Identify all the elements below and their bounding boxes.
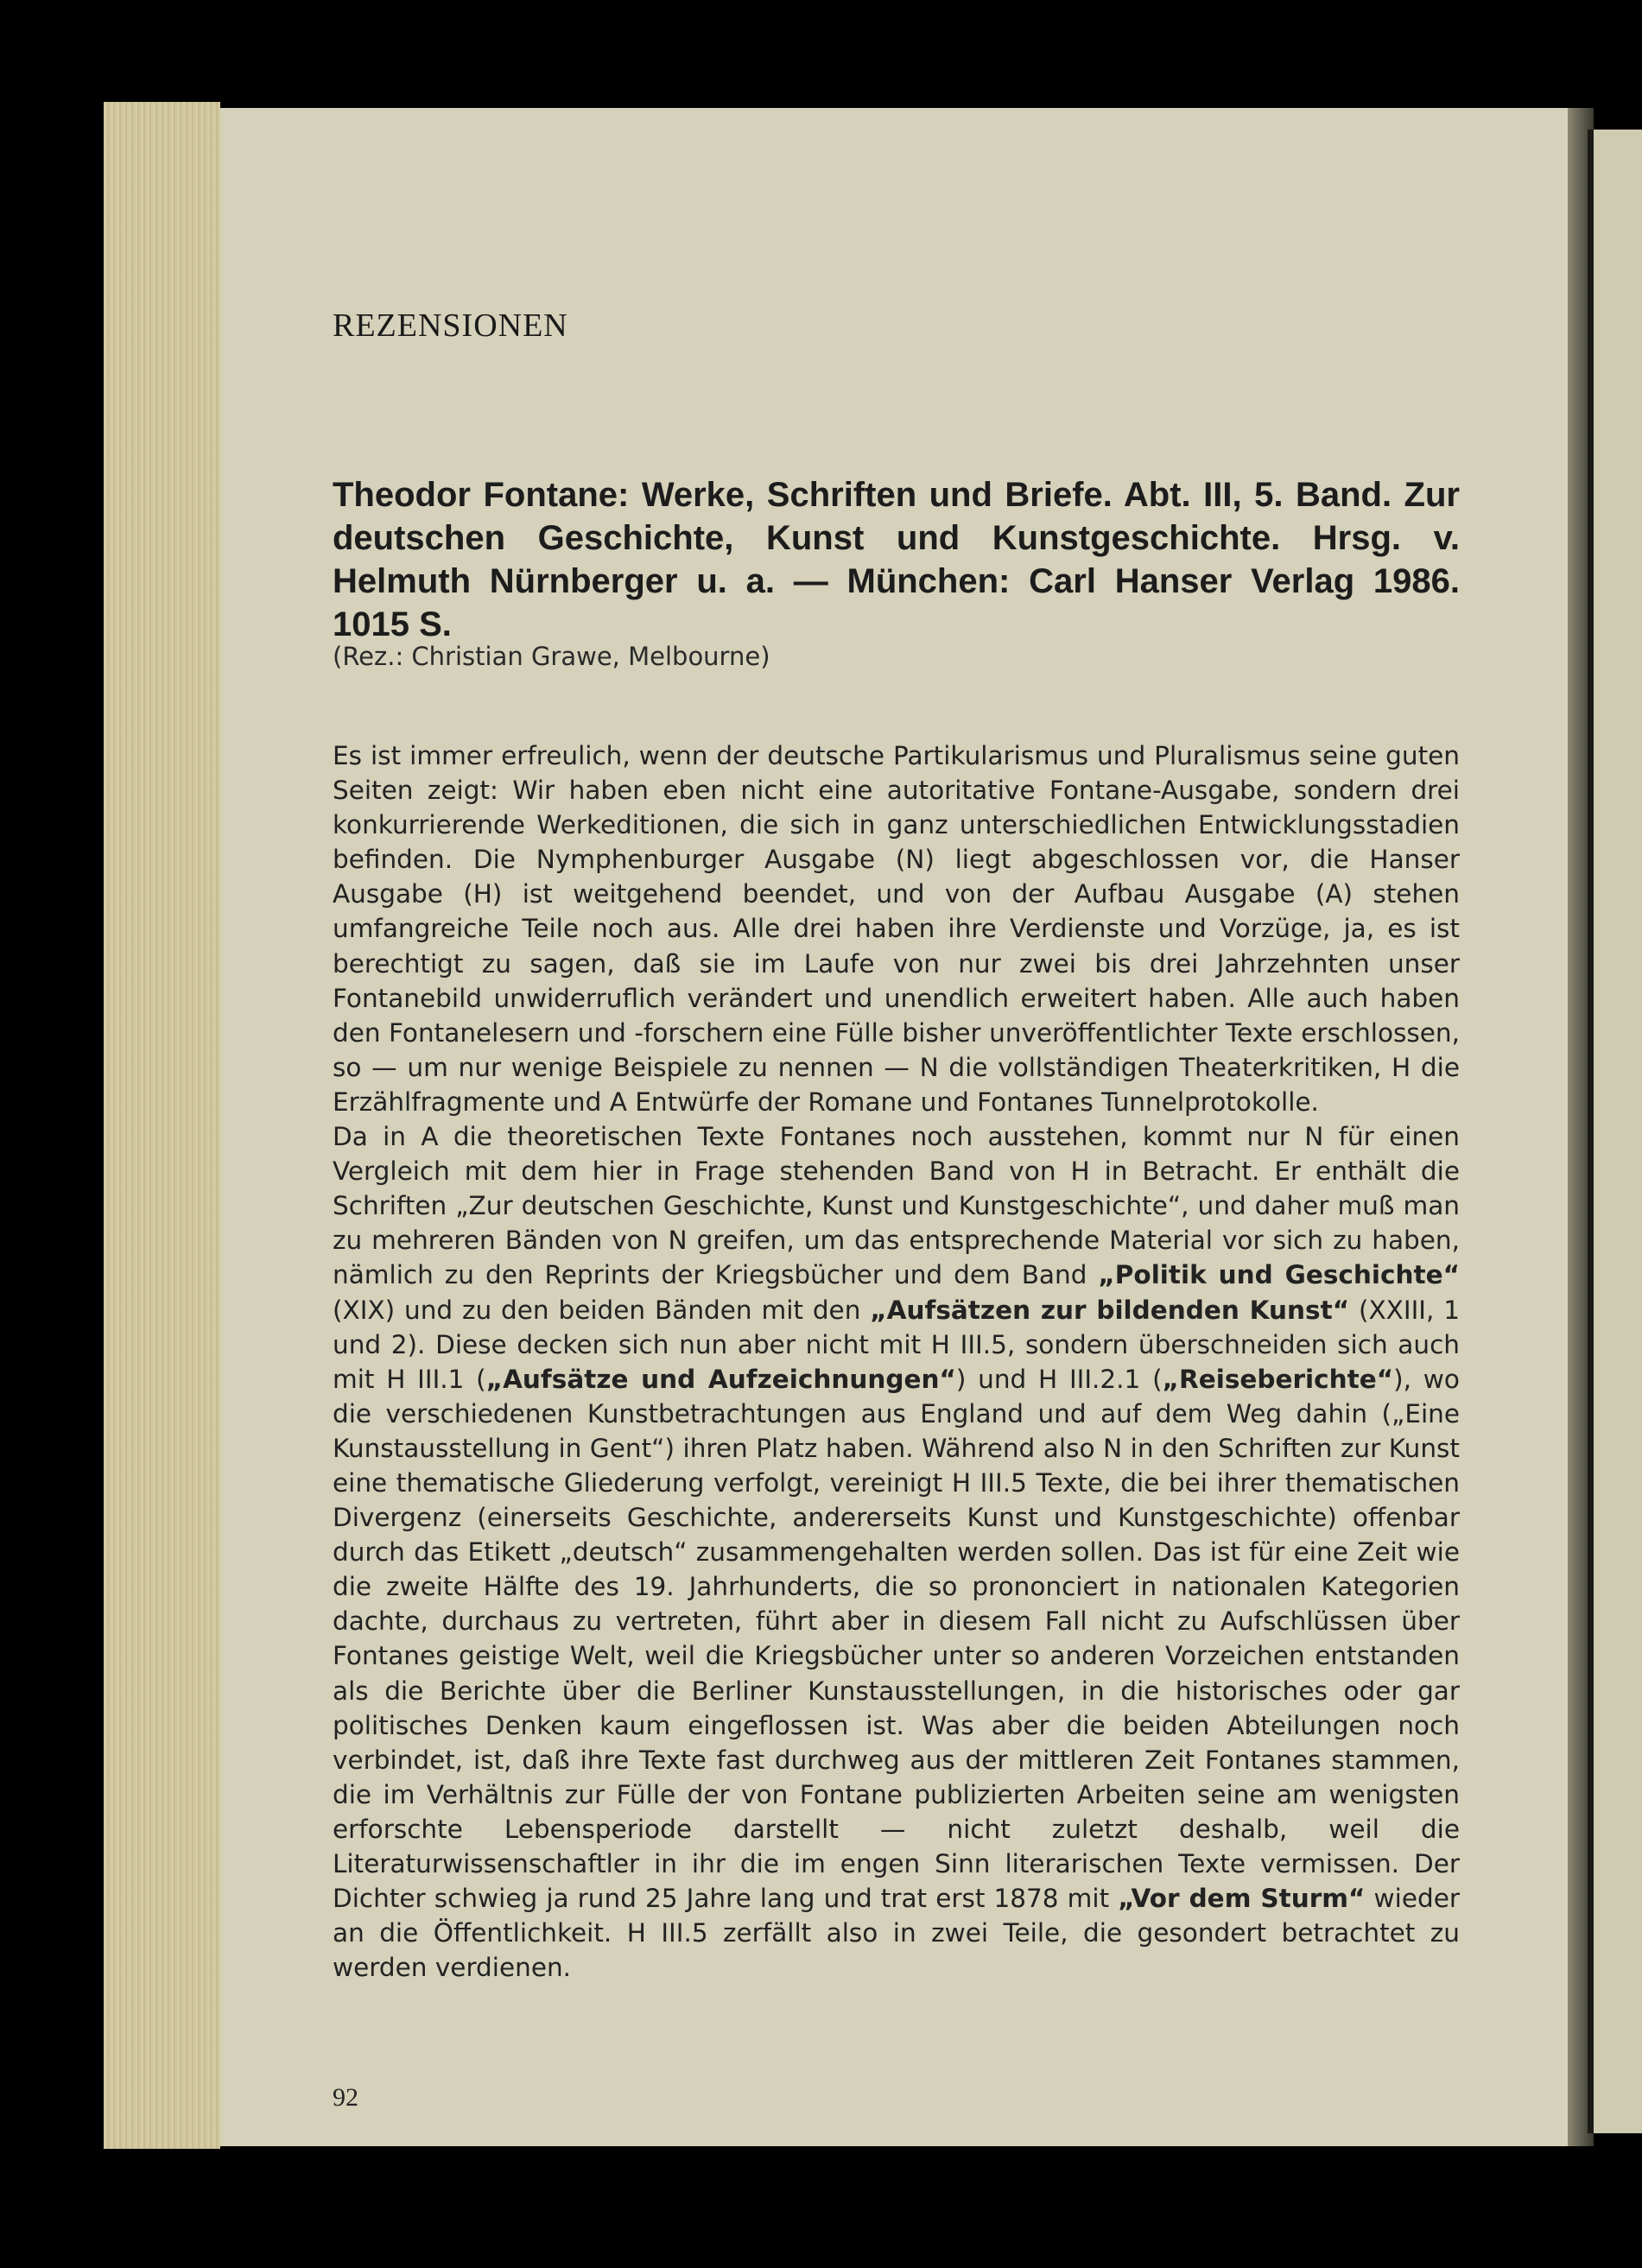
- page-number: 92: [333, 2083, 358, 2112]
- facing-page-edge: [1594, 130, 1642, 2133]
- bold-title-ref: „Aufsätze und Aufzeichnungen“: [485, 1364, 956, 1394]
- bold-title-ref: „Politik und Geschichte“: [1098, 1260, 1460, 1290]
- bold-title-ref: „Aufsätzen zur bildenden Kunst“: [870, 1295, 1350, 1325]
- text-run: Da in A die theoretischen Texte Fontanes noch ausstehen, kommt nur N für einen Vergleich mit dem hier in Frage stehenden Band von H in Betracht. Er enthält die Schriften „Zur deutschen Geschichte, Kunst und Kunstgeschichte“, und daher muß man zu mehreren Bänden von N greifen, um das entsprechende Material vor sich zu haben, nämlich zu den Reprints der Kriegsbücher und dem Band: [333, 1122, 1460, 1290]
- text-run: (XXIII, 1 und 2). Diese decken sich nun aber nicht mit H III.5, sondern überschneiden sich auch mit H III.1 (: [333, 1295, 1460, 1394]
- section-heading: REZENSIONEN: [333, 307, 568, 344]
- text-run: (XIX) und zu den beiden Bänden mit den: [333, 1295, 871, 1325]
- text-run: ), wo die verschiedenen Kunstbetrachtungen aus England und auf dem Weg dahin („Eine Kunstausstellung in Gent“) ihren Platz haben. Während also N in den Schriften zur Kunst eine thematische Gliederung verfolgt, vereinigt H III.5 Texte, die bei ihrer thematischen Divergenz (einerseits Geschichte, andererseits Kunst und Kunstgeschichte) offenbar durch das Etikett „deutsch“ zusammengehalten werden sollen. Das ist für eine Zeit wie die zweite Hälfte des 19. Jahrhunderts, die so prononciert in nationalen Kategorien dachte, durchaus zu vertreten, führt aber in diesem Fall nicht zu Aufschlüssen über Fontanes geistige Welt, weil die Kriegsbücher unter so anderen Vorzeichen entstanden als die Berichte über die Berliner Kunstausstellungen, in die historisches oder gar politisches Denken kaum eingeflossen ist. Was aber die beiden Abteilungen noch verbindet, ist, daß ihre Texte fast durchweg aus der mittleren Zeit Fontanes stammen, die im Verhältnis zur Fülle der von Fontane publizierten Arbeiten seine am wenigsten erforschte Lebensperiode darstellt — nicht zuletzt deshalb, weil die Literaturwissenschaftler in ihr die im engen Sinn literarischen Texte vermissen. Der Dichter schwieg ja rund 25 Jahre lang und trat erst 1878 mit: [333, 1364, 1460, 1914]
- reviewer-credit: (Rez.: Christian Grawe, Melbourne): [333, 642, 770, 671]
- paragraph-1: Es ist immer erfreulich, wenn der deutsche Partikularismus und Pluralismus seine guten Seiten zeigt: Wir haben eben nicht eine autoritative Fontane-Ausgabe, sondern drei konkurrierende Werkeditionen, die sich in ganz unterschiedlichen Entwicklungsstadien befinden. Die Nymphenburger Ausgabe (N) liegt abgeschlossen vor, die Hanser Ausgabe (H) ist weitgehend beendet, und von der Aufbau Ausgabe (A) stehen umfangreiche Teile noch aus. Alle drei haben ihre Verdienste und Vorzüge, ja, es ist berechtigt zu sagen, daß sie im Laufe von nur zwei bis drei Jahrzehnten unser Fontanebild unwiderruflich verändert und unendlich erweitert haben. Alle auch haben den Fontanelesern und -forschern eine Fülle bisher unveröffentlichter Texte erschlossen, so — um nur wenige Beispiele zu nennen — N die vollständigen Theaterkritiken, H die Erzählfragmente und A Entwürfe der Romane und Fontanes Tunnelprotokolle.: [333, 741, 1460, 1117]
- book-page-edges: [104, 102, 220, 2149]
- paragraph-2: [333, 1119, 1460, 1985]
- text-run: ) und H III.2.1 (: [955, 1364, 1163, 1394]
- review-body: [333, 738, 1460, 1985]
- bold-title-ref: „Reiseberichte“: [1162, 1364, 1394, 1394]
- bold-title-ref: „Vor dem Sturm“: [1118, 1884, 1366, 1914]
- text-run: wieder an die Öffentlichkeit. H III.5 zerfällt also in zwei Teile, die gesondert betrachtet zu werden verdienen.: [333, 1884, 1460, 1983]
- review-title: Theodor Fontane: Werke, Schriften und Briefe. Abt. III, 5. Band. Zur deutschen Geschichte, Kunst und Kunstgeschichte. Hrsg. v. Helmuth Nürnberger u. a. — München: Carl Hanser Verlag 1986. 1015 S.: [333, 476, 1460, 643]
